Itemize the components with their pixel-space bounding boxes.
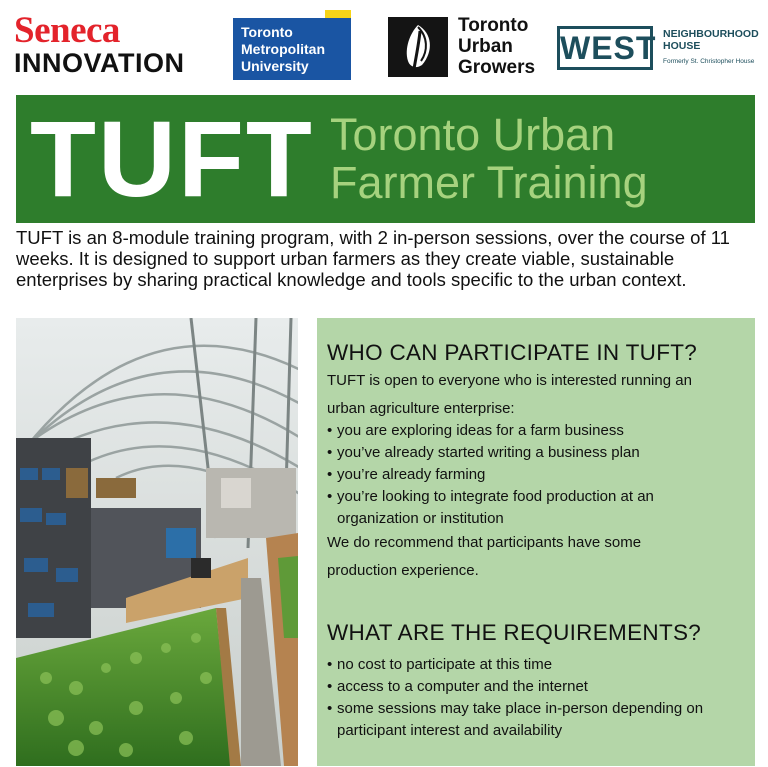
tmu-blue-box [233, 18, 351, 80]
seneca-wordmark: Seneca [14, 10, 120, 51]
leaf-icon [388, 17, 448, 77]
tug-wordmark [458, 15, 535, 78]
list-item: • some sessions may take place in-person depending on participant interest and availability [327, 700, 704, 739]
banner-program-name [330, 111, 648, 207]
requirements-heading: WHAT ARE THE REQUIREMENTS? [327, 620, 702, 645]
who-note-line-1: We do recommend that participants have some [327, 534, 642, 551]
west-subtitle-line-1: NEIGHBOURHOOD [663, 28, 759, 40]
banner-acronym: TUFT [30, 98, 314, 219]
list-item: • access to a computer and the internet [327, 678, 588, 695]
info-panel [317, 318, 755, 766]
tmu-logo [233, 18, 359, 82]
list-item: • you’ve already started writing a business plan [327, 444, 640, 461]
who-lead-line-1: TUFT is open to everyone who is interested running an [327, 372, 692, 389]
banner-line-1: Toronto Urban [330, 109, 616, 160]
tug-line-2: Urban [458, 36, 513, 57]
who-note-line-2: production experience. [327, 562, 479, 579]
who-heading: WHO CAN PARTICIPATE IN TUFT? [327, 340, 698, 365]
program-description: TUFT is an 8-module training program, with 2 in-person sessions, over the course of 11 weeks. It is designed to support urban farmers as they create viable, sustainable enterprises by sharing practical knowledge and tools specific to the urban context. [16, 227, 730, 290]
list-item: • you’re already farming [327, 466, 486, 483]
partner-logos [0, 0, 768, 92]
who-bullet-list [327, 420, 751, 530]
title-banner [16, 95, 755, 223]
innovation-wordmark: INNOVATION [14, 48, 185, 78]
banner-line-2: Farmer Training [330, 157, 648, 208]
who-lead-line-2: urban agriculture enterprise: [327, 400, 515, 417]
list-item: • no cost to participate at this time [327, 656, 553, 673]
tmu-line-2: Metropolitan [241, 41, 325, 57]
tug-line-1: Toronto [458, 15, 529, 36]
tmu-line-3: University [241, 58, 309, 74]
requirements-bullet-list [327, 654, 751, 742]
tug-line-3: Growers [458, 57, 536, 78]
tmu-line-1: Toronto [241, 24, 293, 40]
list-item: • you’re looking to integrate food production at an organization or institution [327, 488, 654, 527]
seneca-innovation-logo [14, 10, 185, 78]
west-subtitle [663, 28, 759, 52]
greenhouse-photo [16, 318, 298, 766]
west-formerly: Formerly St. Christopher House [663, 58, 755, 65]
west-wordmark: WEST [557, 26, 653, 70]
list-item: • you are exploring ideas for a farm business [327, 422, 624, 439]
west-subtitle-line-2: HOUSE [663, 40, 701, 52]
